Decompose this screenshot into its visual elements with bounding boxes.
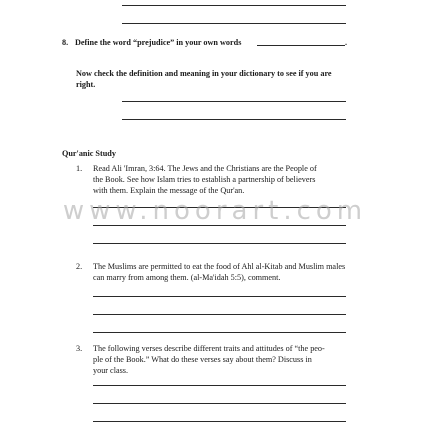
study-item-3-number: 3. <box>76 344 83 353</box>
study-item-2-line-1: The Muslims are permitted to eat the food of Ahl al-Kitab and Muslim males <box>93 262 346 271</box>
study-item-1-number: 1. <box>76 164 83 173</box>
question-8-number: 8. <box>62 38 69 47</box>
question-8-period: . <box>345 38 348 47</box>
answer-line[interactable] <box>93 332 346 333</box>
study-item-2-line-2: can marry from among them. (al-Ma'idah 5:5), comment. <box>93 273 281 282</box>
study-item-3-line-1: The following verses describe different traits and attitudes of “the peo- <box>93 344 325 353</box>
study-item-3-line-2: ple of the Book.” What do these verses say about them? Discuss in <box>93 355 312 364</box>
study-item-1-line-2: the Book. See how Islam tries to establish a partnership of believers <box>93 175 316 184</box>
study-item-1-line-1: Read Ali 'Imran, 3:64. The Jews and the Christians are the People of <box>93 164 317 173</box>
study-item-1-line-3: with them. Explain the message of the Qur'an. <box>93 186 245 195</box>
answer-line[interactable] <box>93 385 346 386</box>
answer-line[interactable] <box>93 403 346 404</box>
answer-line[interactable] <box>122 5 346 6</box>
question-8-inline-answer-line[interactable] <box>257 45 345 46</box>
answer-line[interactable] <box>122 23 346 24</box>
study-item-3-line-3: your class. <box>93 366 129 375</box>
answer-line[interactable] <box>93 296 346 297</box>
study-item-2-number: 2. <box>76 262 83 271</box>
answer-line[interactable] <box>122 119 346 120</box>
answer-line[interactable] <box>122 101 346 102</box>
question-8-followup-line-2: right. <box>76 80 96 89</box>
watermark: www.noorart.com <box>62 196 368 226</box>
question-8-prompt: Define the word “prejudice” in your own words <box>75 38 242 47</box>
answer-line[interactable] <box>93 314 346 315</box>
answer-line[interactable] <box>93 243 346 244</box>
answer-line[interactable] <box>93 421 346 422</box>
question-8-followup-line-1: Now check the definition and meaning in your dictionary to see if you are <box>76 69 332 78</box>
section-heading: Qur'anic Study <box>62 149 116 158</box>
